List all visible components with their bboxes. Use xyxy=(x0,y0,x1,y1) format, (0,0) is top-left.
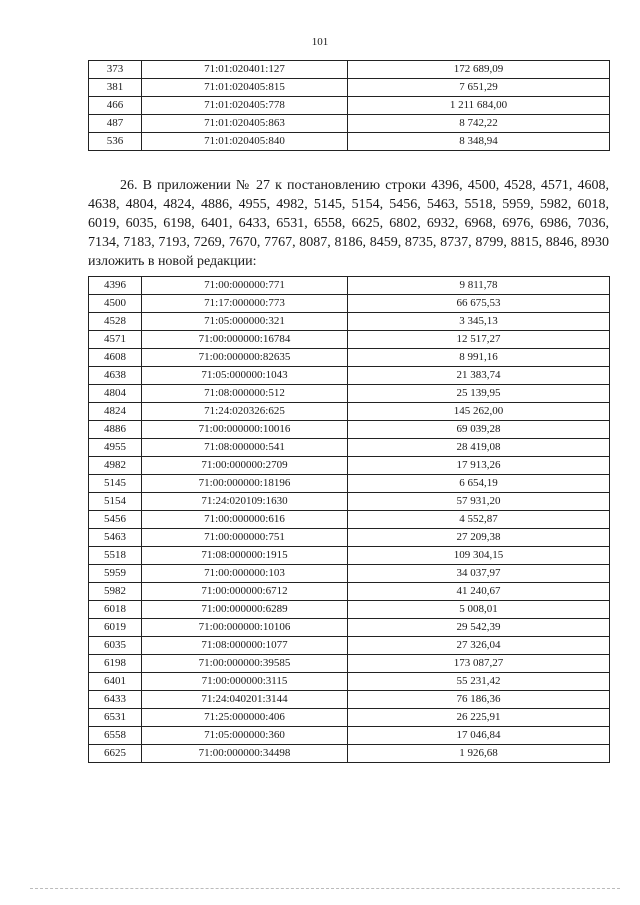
cadastral-number-cell: 71:00:000000:16784 xyxy=(142,331,348,349)
cadastral-value-cell: 57 931,20 xyxy=(348,493,610,511)
cadastral-number-cell: 71:05:000000:360 xyxy=(142,727,348,745)
table-row xyxy=(89,97,610,115)
cadastral-value-cell: 6 654,19 xyxy=(348,475,610,493)
cadastral-value-cell: 5 008,01 xyxy=(348,601,610,619)
row-number-cell: 5959 xyxy=(89,565,142,583)
row-number-cell: 6558 xyxy=(89,727,142,745)
table-row xyxy=(89,529,610,547)
cadastral-value-cell: 27 209,38 xyxy=(348,529,610,547)
cadastral-number-cell: 71:08:000000:541 xyxy=(142,439,348,457)
table-row xyxy=(89,619,610,637)
row-number-cell: 4955 xyxy=(89,439,142,457)
cadastral-number-cell: 71:17:000000:773 xyxy=(142,295,348,313)
cadastral-number-cell: 71:00:000000:82635 xyxy=(142,349,348,367)
table-row xyxy=(89,313,610,331)
table-row xyxy=(89,565,610,583)
row-number-cell: 5518 xyxy=(89,547,142,565)
table-row xyxy=(89,367,610,385)
table-row xyxy=(89,79,610,97)
cadastral-value-cell: 8 742,22 xyxy=(348,115,610,133)
cadastral-number-cell: 71:05:000000:321 xyxy=(142,313,348,331)
row-number-cell: 4886 xyxy=(89,421,142,439)
table-row xyxy=(89,601,610,619)
cadastral-number-cell: 71:01:020405:863 xyxy=(142,115,348,133)
table-top-body xyxy=(89,61,610,151)
page-number: 101 xyxy=(311,36,329,48)
row-number-cell: 4396 xyxy=(89,277,142,295)
cadastral-number-cell: 71:24:020109:1630 xyxy=(142,493,348,511)
cadastral-value-cell: 55 231,42 xyxy=(348,673,610,691)
cadastral-number-cell: 71:25:000000:406 xyxy=(142,709,348,727)
row-number-cell: 6198 xyxy=(89,655,142,673)
cadastral-value-table-top xyxy=(88,60,610,151)
table-main-body xyxy=(89,277,610,763)
table-row xyxy=(89,727,610,745)
cadastral-value-cell: 8 991,16 xyxy=(348,349,610,367)
cadastral-value-cell: 26 225,91 xyxy=(348,709,610,727)
table-row xyxy=(89,547,610,565)
row-number-cell: 4500 xyxy=(89,295,142,313)
table-row xyxy=(89,115,610,133)
table-row xyxy=(89,475,610,493)
cadastral-value-cell: 145 262,00 xyxy=(348,403,610,421)
table-row xyxy=(89,457,610,475)
cadastral-value-cell: 69 039,28 xyxy=(348,421,610,439)
cadastral-number-cell: 71:00:000000:3115 xyxy=(142,673,348,691)
table-row xyxy=(89,637,610,655)
footer-divider xyxy=(30,888,620,889)
cadastral-number-cell: 71:24:040201:3144 xyxy=(142,691,348,709)
cadastral-number-cell: 71:00:000000:34498 xyxy=(142,745,348,763)
cadastral-value-cell: 66 675,53 xyxy=(348,295,610,313)
cadastral-number-cell: 71:08:000000:1077 xyxy=(142,637,348,655)
cadastral-number-cell: 71:00:000000:103 xyxy=(142,565,348,583)
row-number-cell: 4608 xyxy=(89,349,142,367)
cadastral-number-cell: 71:00:000000:6289 xyxy=(142,601,348,619)
row-number-cell: 466 xyxy=(89,97,142,115)
row-number-cell: 5456 xyxy=(89,511,142,529)
cadastral-number-cell: 71:08:000000:512 xyxy=(142,385,348,403)
cadastral-number-cell: 71:01:020405:778 xyxy=(142,97,348,115)
table-row xyxy=(89,745,610,763)
cadastral-value-cell: 17 046,84 xyxy=(348,727,610,745)
row-number-cell: 4804 xyxy=(89,385,142,403)
row-number-cell: 6018 xyxy=(89,601,142,619)
table-row xyxy=(89,295,610,313)
table-row xyxy=(89,331,610,349)
cadastral-value-cell: 7 651,29 xyxy=(348,79,610,97)
cadastral-number-cell: 71:00:000000:771 xyxy=(142,277,348,295)
cadastral-number-cell: 71:01:020401:127 xyxy=(142,61,348,79)
cadastral-value-cell: 29 542,39 xyxy=(348,619,610,637)
table-row xyxy=(89,439,610,457)
cadastral-number-cell: 71:24:020326:625 xyxy=(142,403,348,421)
cadastral-value-cell: 34 037,97 xyxy=(348,565,610,583)
table-row xyxy=(89,403,610,421)
cadastral-value-cell: 1 926,68 xyxy=(348,745,610,763)
table-row xyxy=(89,673,610,691)
cadastral-number-cell: 71:00:000000:2709 xyxy=(142,457,348,475)
row-number-cell: 487 xyxy=(89,115,142,133)
cadastral-value-cell: 12 517,27 xyxy=(348,331,610,349)
row-number-cell: 6401 xyxy=(89,673,142,691)
table-row xyxy=(89,493,610,511)
cadastral-number-cell: 71:01:020405:815 xyxy=(142,79,348,97)
table-row xyxy=(89,655,610,673)
row-number-cell: 5145 xyxy=(89,475,142,493)
row-number-cell: 4982 xyxy=(89,457,142,475)
table-row xyxy=(89,277,610,295)
cadastral-number-cell: 71:00:000000:10106 xyxy=(142,619,348,637)
cadastral-number-cell: 71:00:000000:39585 xyxy=(142,655,348,673)
row-number-cell: 5463 xyxy=(89,529,142,547)
table-row xyxy=(89,133,610,151)
amendment-paragraph: 26. В приложении № 27 к постановлению строки 4396, 4500, 4528, 4571, 4608, 4638, 4804, 4824, 4886, 4955, 4982, 5145, 5154, 5456, 5463, 5518, 5959, 5982, 6018, 6019, 6035, 6198, 6401, 6433, 6531, 6558, 6625, 6802, 6932, 6968, 6976, 6986, 7036, 7134, 7183, 7193, 7269, 7670, 7767, 8087, 8186, 8459, 8735, 8737, 8799, 8815, 8846, 8930 изложить в новой редакции: xyxy=(88,178,609,269)
cadastral-value-cell: 173 087,27 xyxy=(348,655,610,673)
cadastral-value-cell: 109 304,15 xyxy=(348,547,610,565)
cadastral-value-cell: 8 348,94 xyxy=(348,133,610,151)
row-number-cell: 4528 xyxy=(89,313,142,331)
row-number-cell: 6035 xyxy=(89,637,142,655)
row-number-cell: 5154 xyxy=(89,493,142,511)
cadastral-value-cell: 17 913,26 xyxy=(348,457,610,475)
table-row xyxy=(89,709,610,727)
cadastral-value-cell: 76 186,36 xyxy=(348,691,610,709)
cadastral-value-cell: 28 419,08 xyxy=(348,439,610,457)
cadastral-number-cell: 71:00:000000:6712 xyxy=(142,583,348,601)
table-row xyxy=(89,691,610,709)
row-number-cell: 6625 xyxy=(89,745,142,763)
table-row xyxy=(89,61,610,79)
cadastral-value-cell: 172 689,09 xyxy=(348,61,610,79)
row-number-cell: 6433 xyxy=(89,691,142,709)
cadastral-value-cell: 25 139,95 xyxy=(348,385,610,403)
row-number-cell: 4824 xyxy=(89,403,142,421)
table-row xyxy=(89,421,610,439)
table-row xyxy=(89,385,610,403)
cadastral-value-cell: 1 211 684,00 xyxy=(348,97,610,115)
cadastral-value-cell: 21 383,74 xyxy=(348,367,610,385)
row-number-cell: 6019 xyxy=(89,619,142,637)
cadastral-value-cell: 4 552,87 xyxy=(348,511,610,529)
cadastral-number-cell: 71:01:020405:840 xyxy=(142,133,348,151)
cadastral-value-table-main xyxy=(88,276,610,763)
cadastral-number-cell: 71:00:000000:751 xyxy=(142,529,348,547)
table-row xyxy=(89,511,610,529)
table-row xyxy=(89,349,610,367)
cadastral-number-cell: 71:00:000000:616 xyxy=(142,511,348,529)
row-number-cell: 381 xyxy=(89,79,142,97)
cadastral-value-cell: 27 326,04 xyxy=(348,637,610,655)
row-number-cell: 5982 xyxy=(89,583,142,601)
cadastral-value-cell: 9 811,78 xyxy=(348,277,610,295)
cadastral-number-cell: 71:00:000000:10016 xyxy=(142,421,348,439)
cadastral-number-cell: 71:05:000000:1043 xyxy=(142,367,348,385)
row-number-cell: 6531 xyxy=(89,709,142,727)
row-number-cell: 4638 xyxy=(89,367,142,385)
row-number-cell: 373 xyxy=(89,61,142,79)
cadastral-number-cell: 71:08:000000:1915 xyxy=(142,547,348,565)
row-number-cell: 536 xyxy=(89,133,142,151)
cadastral-value-cell: 41 240,67 xyxy=(348,583,610,601)
table-row xyxy=(89,583,610,601)
row-number-cell: 4571 xyxy=(89,331,142,349)
cadastral-number-cell: 71:00:000000:18196 xyxy=(142,475,348,493)
cadastral-value-cell: 3 345,13 xyxy=(348,313,610,331)
